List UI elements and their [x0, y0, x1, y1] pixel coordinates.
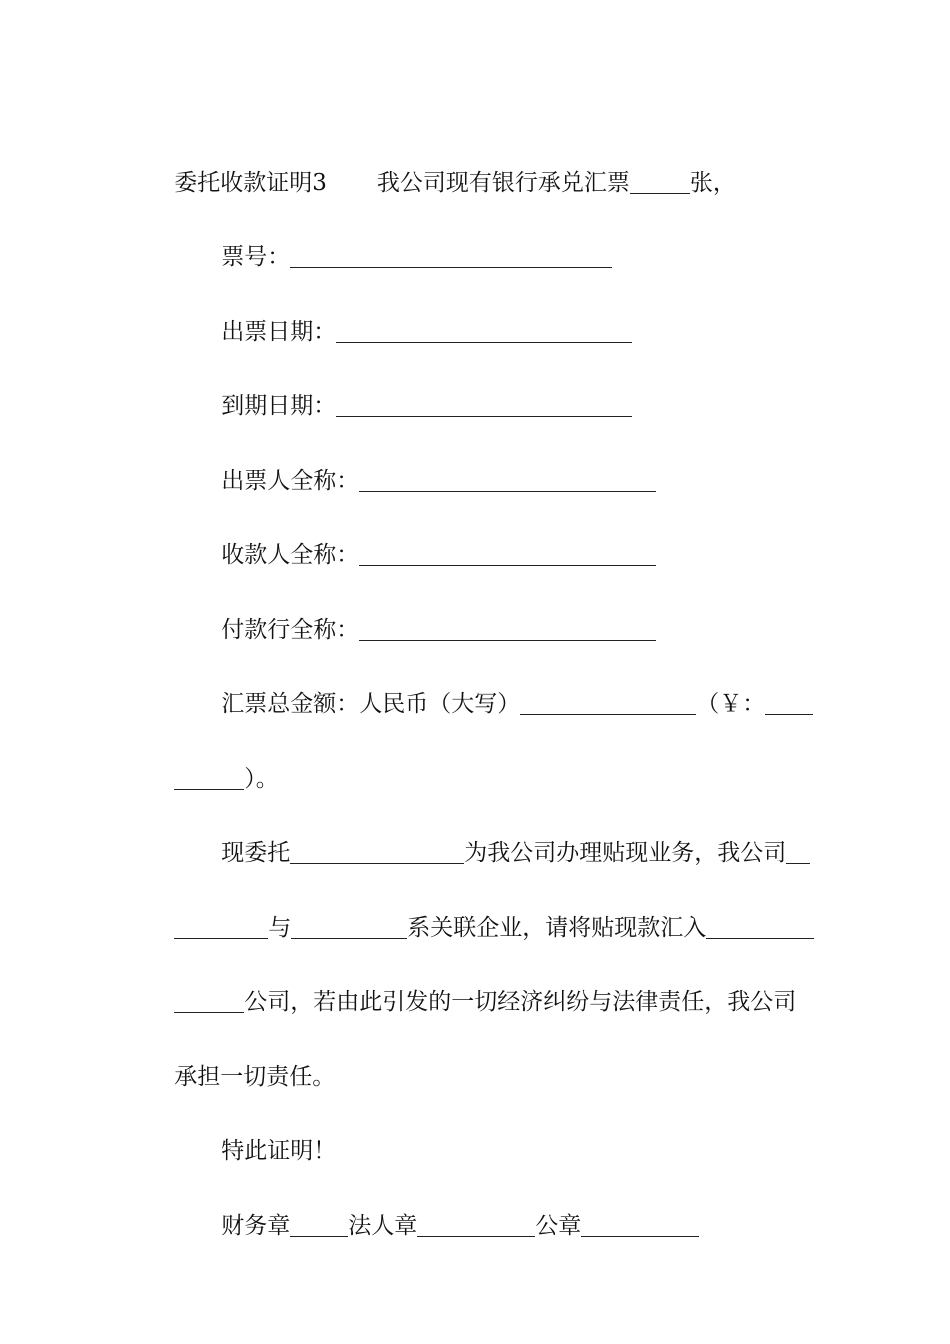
field-amount-yen-blank-a[interactable] [765, 694, 813, 715]
field-fukuanhang-blank[interactable] [359, 620, 656, 641]
intro-suffix: 张， [689, 170, 736, 196]
related-company-blank[interactable] [291, 918, 407, 939]
field-chupiaoren-label: 出票人全称： [221, 468, 360, 494]
para2-text-a: 与 [268, 915, 292, 941]
field-amount-yen-label: （￥： [696, 691, 766, 717]
field-amount-label: 汇票总金额：人民币（大写） [221, 691, 521, 717]
remit-company-blank-a[interactable] [706, 918, 814, 939]
sig-company-label: 公章 [535, 1213, 582, 1239]
para1-text-a: 现委托 [221, 840, 291, 866]
para1-text-b: 为我公司办理贴现业务，我公司 [464, 840, 787, 866]
doc-title: 委托收款证明3 [174, 170, 327, 196]
remit-company-blank-b[interactable] [174, 992, 244, 1013]
para2-text-b: 系关联企业，请将贴现款汇入 [407, 915, 707, 941]
field-chupiao-date-label: 出票日期： [221, 319, 337, 345]
sig-company-blank[interactable] [581, 1216, 699, 1237]
field-chupiaoren-blank[interactable] [359, 471, 656, 492]
count-blank[interactable] [630, 173, 690, 194]
sig-legal-blank[interactable] [417, 1216, 535, 1237]
field-amount-close: ）。 [244, 766, 279, 792]
company-blank-b[interactable] [174, 918, 268, 939]
closing-text: 特此证明！ [221, 1138, 337, 1164]
para4-text: 承担一切责任。 [174, 1064, 336, 1090]
field-chupiao-date-blank[interactable] [336, 322, 632, 343]
field-fukuanhang-label: 付款行全称： [221, 617, 360, 643]
field-shoukuanren-label: 收款人全称： [221, 542, 360, 568]
field-piaohao-blank[interactable] [290, 247, 612, 268]
sig-finance-label: 财务章 [221, 1213, 291, 1239]
field-daoqi-date-label: 到期日期： [221, 393, 337, 419]
field-piaohao-label: 票号： [221, 244, 291, 270]
para3-text: 公司，若由此引发的一切经济纠纷与法律责任，我公司 [244, 989, 797, 1015]
field-daoqi-date-blank[interactable] [336, 396, 632, 417]
field-amount-yen-blank-b[interactable] [174, 769, 244, 790]
intro-text: 我公司现有银行承兑汇票 [376, 170, 630, 196]
company-blank-a[interactable] [786, 843, 810, 864]
field-amount-words-blank[interactable] [520, 694, 696, 715]
delegate-blank[interactable] [290, 843, 464, 864]
sig-finance-blank[interactable] [290, 1216, 348, 1237]
sig-legal-label: 法人章 [348, 1213, 418, 1239]
field-shoukuanren-blank[interactable] [359, 545, 656, 566]
signature-line [192, 1181, 810, 1271]
